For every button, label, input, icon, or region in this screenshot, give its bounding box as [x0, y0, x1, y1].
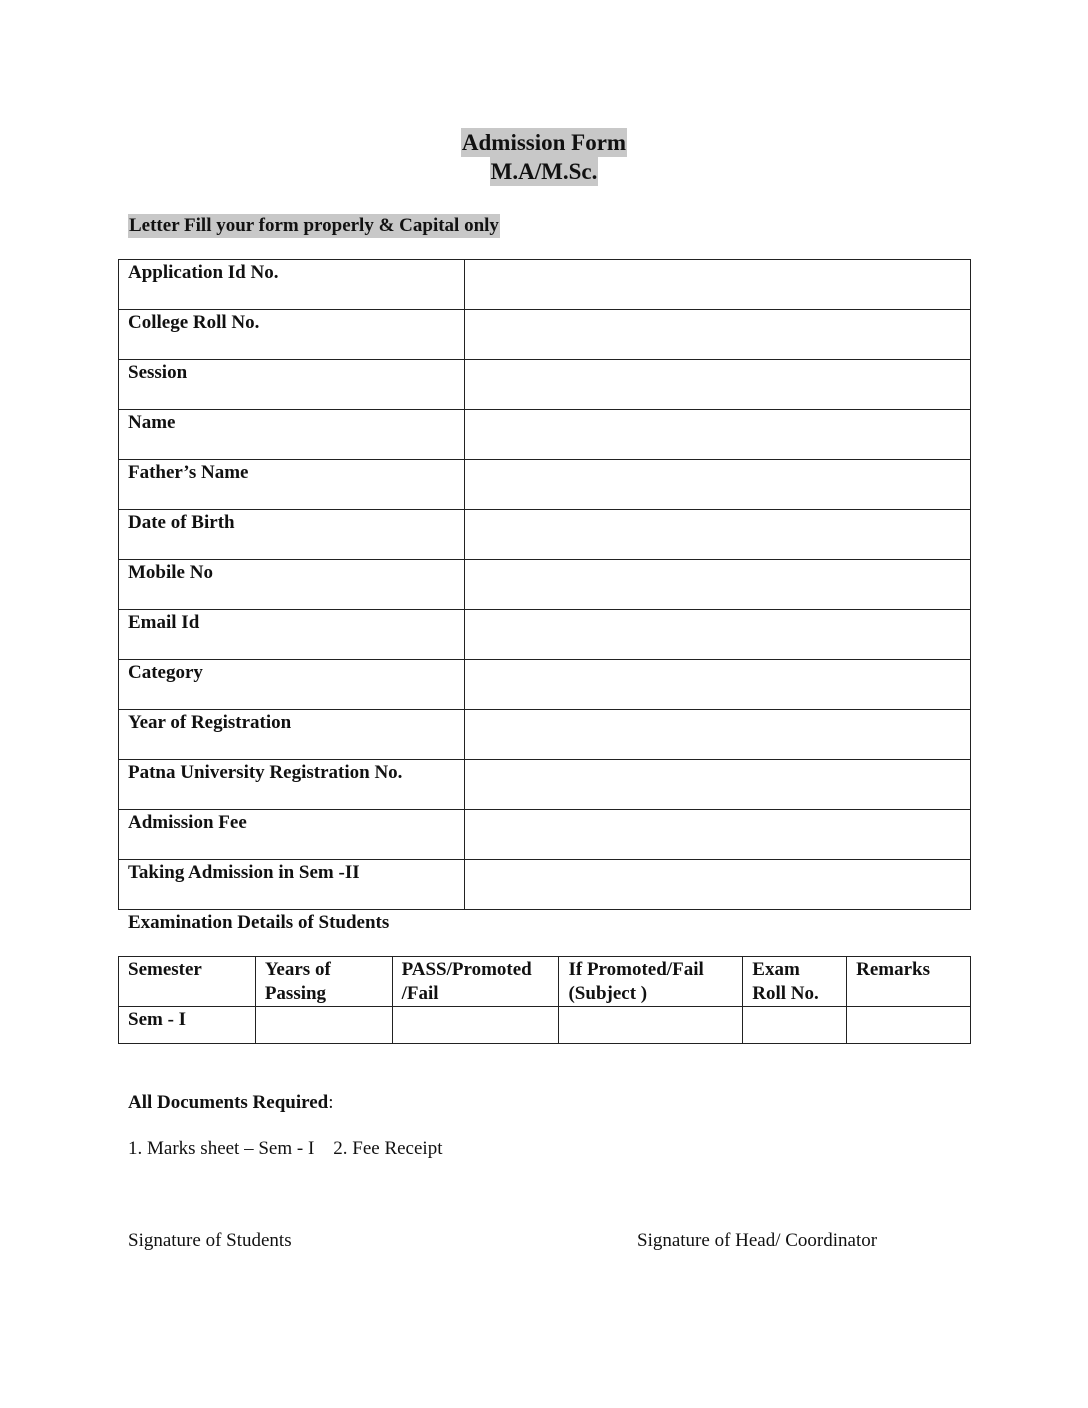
- field-value[interactable]: [465, 360, 971, 410]
- field-label: Date of Birth: [119, 510, 465, 560]
- field-label: Session: [119, 360, 465, 410]
- field-value[interactable]: [465, 760, 971, 810]
- head-signature-label: Signature of Head/ Coordinator: [637, 1230, 878, 1251]
- table-row: [119, 460, 971, 510]
- field-value[interactable]: [465, 660, 971, 710]
- field-value[interactable]: [465, 460, 971, 510]
- table-header-row: [119, 957, 971, 1007]
- field-label: Application Id No.: [119, 260, 465, 310]
- table-row: [119, 710, 971, 760]
- table-row: [119, 660, 971, 710]
- exam-details-table: [118, 956, 971, 1044]
- field-value[interactable]: [465, 560, 971, 610]
- exam-roll-no-cell[interactable]: [743, 1007, 847, 1044]
- student-info-table: [118, 259, 971, 910]
- field-label: Patna University Registration No.: [119, 760, 465, 810]
- table-row: [119, 760, 971, 810]
- field-label: Year of Registration: [119, 710, 465, 760]
- table-row: [119, 1007, 971, 1044]
- remarks-cell[interactable]: [847, 1007, 971, 1044]
- field-label: College Roll No.: [119, 310, 465, 360]
- years-of-passing-cell[interactable]: [255, 1007, 392, 1044]
- table-row: [119, 360, 971, 410]
- field-value[interactable]: [465, 510, 971, 560]
- form-instruction: Letter Fill your form properly & Capital only: [129, 215, 499, 236]
- column-header-subject: If Promoted/Fail (Subject ): [559, 957, 743, 1007]
- field-label: Taking Admission in Sem -II: [119, 860, 465, 910]
- form-title: Admission Form: [461, 130, 627, 155]
- table-row: [119, 860, 971, 910]
- field-value[interactable]: [465, 610, 971, 660]
- column-header-pass-status: PASS/Promoted /Fail: [392, 957, 559, 1007]
- table-row: [119, 510, 971, 560]
- table-row: [119, 310, 971, 360]
- field-value[interactable]: [465, 410, 971, 460]
- exam-details-heading: Examination Details of Students: [128, 912, 390, 933]
- table-row: [119, 560, 971, 610]
- form-header: [0, 128, 1088, 186]
- column-header-years-of-passing: Years of Passing: [255, 957, 392, 1007]
- field-value[interactable]: [465, 710, 971, 760]
- student-signature-label: Signature of Students: [128, 1230, 292, 1251]
- table-row: [119, 260, 971, 310]
- field-label: Admission Fee: [119, 810, 465, 860]
- column-header-remarks: Remarks: [847, 957, 971, 1007]
- field-label: Email Id: [119, 610, 465, 660]
- field-label: Name: [119, 410, 465, 460]
- column-header-semester: Semester: [119, 957, 256, 1007]
- field-label: Father’s Name: [119, 460, 465, 510]
- field-value[interactable]: [465, 810, 971, 860]
- form-subtitle: M.A/M.Sc.: [490, 159, 598, 184]
- field-value[interactable]: [465, 260, 971, 310]
- pass-status-cell[interactable]: [392, 1007, 559, 1044]
- table-row: [119, 410, 971, 460]
- table-row: [119, 610, 971, 660]
- column-header-exam-roll-no: Exam Roll No.: [743, 957, 847, 1007]
- documents-heading-text: All Documents Required: [128, 1092, 329, 1113]
- table-row: [119, 810, 971, 860]
- field-label: Category: [119, 660, 465, 710]
- subject-cell[interactable]: [559, 1007, 743, 1044]
- documents-list: 1. Marks sheet – Sem - I 2. Fee Receipt: [128, 1138, 443, 1159]
- documents-heading: [128, 1091, 334, 1115]
- field-value[interactable]: [465, 860, 971, 910]
- field-label: Mobile No: [119, 560, 465, 610]
- field-value[interactable]: [465, 310, 971, 360]
- documents-heading-colon: :: [328, 1092, 334, 1113]
- semester-cell: Sem - I: [119, 1007, 256, 1044]
